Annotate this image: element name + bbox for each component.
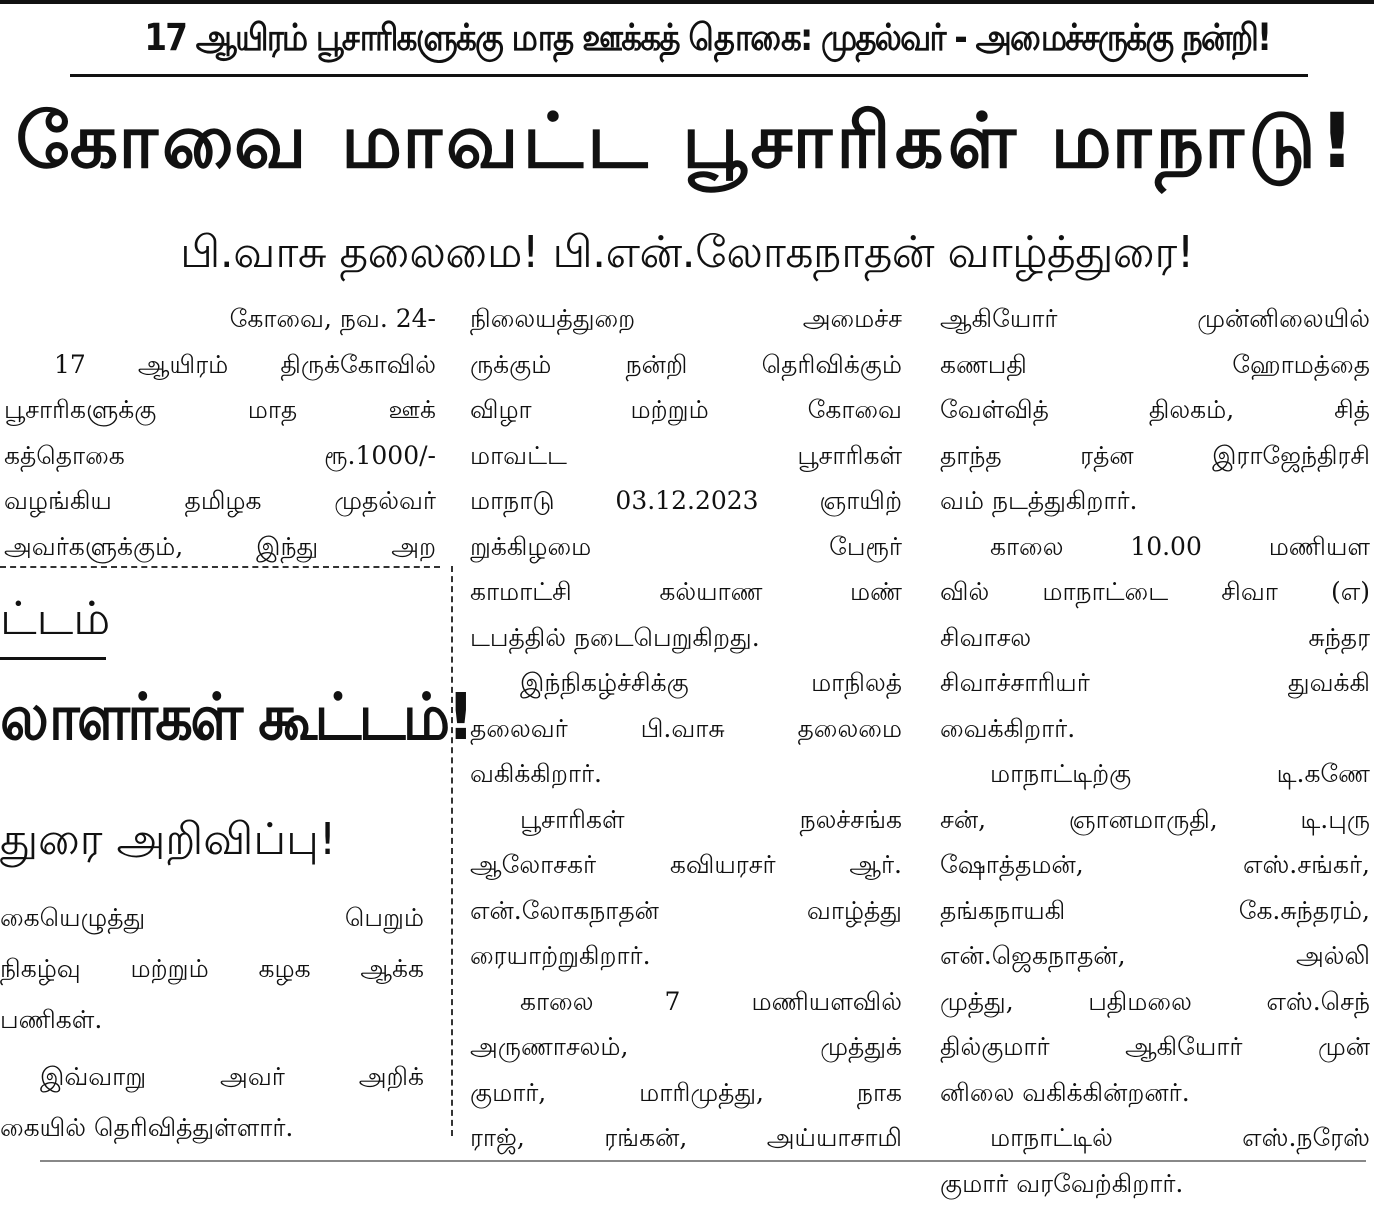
body-line: மாநாட்டிற்கு டி.கணே [940,751,1370,797]
body-line: அவர்களுக்கும், இந்து அற [4,524,436,570]
body-line: சிவாசல சுந்தர [940,615,1370,661]
body-line: என்.லோகநாதன் வாழ்த்து [470,888,902,934]
body-line: குமார், மாரிமுத்து, நாக [470,1070,902,1116]
body-line: நிகழ்வு மற்றும் கழக ஆக்க [0,943,424,994]
body-line: தாந்த ரத்ன இராஜேந்திரசி [940,433,1370,479]
body-line: காலை 7 மணியளவில் [470,979,902,1025]
body-line: மாவட்ட பூசாரிகள் [470,433,902,479]
body-line: னிலை வகிக்கின்றனர். [940,1070,1370,1116]
body-line: இந்நிகழ்ச்சிக்கு மாநிலத் [470,660,902,706]
body-line: ரையாற்றுகிறார். [470,933,902,979]
body-line: காமாட்சி கல்யாண மண் [470,569,902,615]
body-line: முத்து, பதிமலை எஸ்.செந் [940,979,1370,1025]
bottom-rule [40,1160,1366,1162]
body-line: றுக்கிழமை பேரூர் [470,524,902,570]
side-story-body [0,892,424,1153]
article-column-1 [4,296,436,569]
body-line: பூசாரிகளுக்கு மாத ஊக் [4,387,436,433]
body-line: என்.ஜெகநாதன், அல்லி [940,933,1370,979]
body-line: ராஜ், ரங்கன், அய்யாசாமி [470,1115,902,1161]
article-column-3 [940,296,1370,1206]
body-line: சிவாச்சாரியர் துவக்கி [940,660,1370,706]
body-line: 17 ஆயிரம் திருக்கோவில் [4,342,436,388]
body-line: பணிகள். [0,994,424,1045]
body-line: குமார் வரவேற்கிறார். [940,1161,1370,1206]
body-line: நிலையத்துறை அமைச்ச [470,296,902,342]
body-line: பூசாரிகள் நலச்சங்க [470,797,902,843]
body-line: தங்கநாயகி கே.சுந்தரம், [940,888,1370,934]
body-line: டபத்தில் நடைபெறுகிறது. [470,615,902,661]
body-line: வேள்வித் திலகம், சித் [940,387,1370,433]
body-line: வம் நடத்துகிறார். [940,478,1370,524]
body-line: சன், ஞானமாருதி, டி.புரு [940,797,1370,843]
body-line: தில்குமார் ஆகியோர் முன் [940,1024,1370,1070]
body-line: மாநாடு 03.12.2023 ஞாயிற் [470,478,902,524]
side-story-top-divider [0,566,440,568]
body-line: வகிக்கிறார். [470,751,902,797]
body-line: காலை 10.00 மணியள [940,524,1370,570]
side-story-underline [0,657,106,660]
top-rule [0,0,1374,4]
body-line: ருக்கும் நன்றி தெரிவிக்கும் [470,342,902,388]
body-line: இவ்வாறு அவர் அறிக் [0,1051,424,1102]
body-line: ஆகியோர் முன்னிலையில் [940,296,1370,342]
subheadline: பி.வாசு தலைமை! பி.என்.லோகநாதன் வாழ்த்துரை! [0,218,1374,288]
body-line: அருணாசலம், முத்துக் [470,1024,902,1070]
body-line: வழங்கிய தமிழக முதல்வர் [4,478,436,524]
body-line: தலைவர் பி.வாசு தலைமை [470,706,902,752]
body-line: கையில் தெரிவித்துள்ளார். [0,1102,424,1153]
body-line: ஷோத்தமன், எஸ்.சங்கர், [940,842,1370,888]
side-story-right-divider [451,566,453,1136]
body-line: கையெழுத்து பெறும் [0,892,424,943]
kicker-headline: 17 ஆயிரம் பூசாரிகளுக்கு மாத ஊக்கத் தொகை: முதல்வர் - அமைச்சருக்கு நன்றி! [144,14,1235,62]
body-line: வைக்கிறார். [940,706,1370,752]
body-line: விழா மற்றும் கோவை [470,387,902,433]
body-line: ஆலோசகர் கவியரசர் ஆர். [470,842,902,888]
article-column-2 [470,296,902,1161]
body-line: மாநாட்டில் எஸ்.நரேஸ் [940,1115,1370,1161]
kicker-underline [70,74,1308,77]
body-line: வில் மாநாட்டை சிவா (எ) [940,569,1370,615]
body-line: கத்தொகை ரூ.1000/- [4,433,436,479]
body-line: கணபதி ஹோமத்தை [940,342,1370,388]
side-story-subheadline: துரை அறிவிப்பு! [0,800,336,880]
side-story-headline: லாளர்கள் கூட்டம்! [0,668,471,768]
main-headline: கோவை மாவட்ட பூசாரிகள் மாநாடு! [0,86,1374,196]
side-story-fragment-word: ட்டம் [0,578,110,658]
dateline: கோவை, நவ. 24- [4,296,436,342]
